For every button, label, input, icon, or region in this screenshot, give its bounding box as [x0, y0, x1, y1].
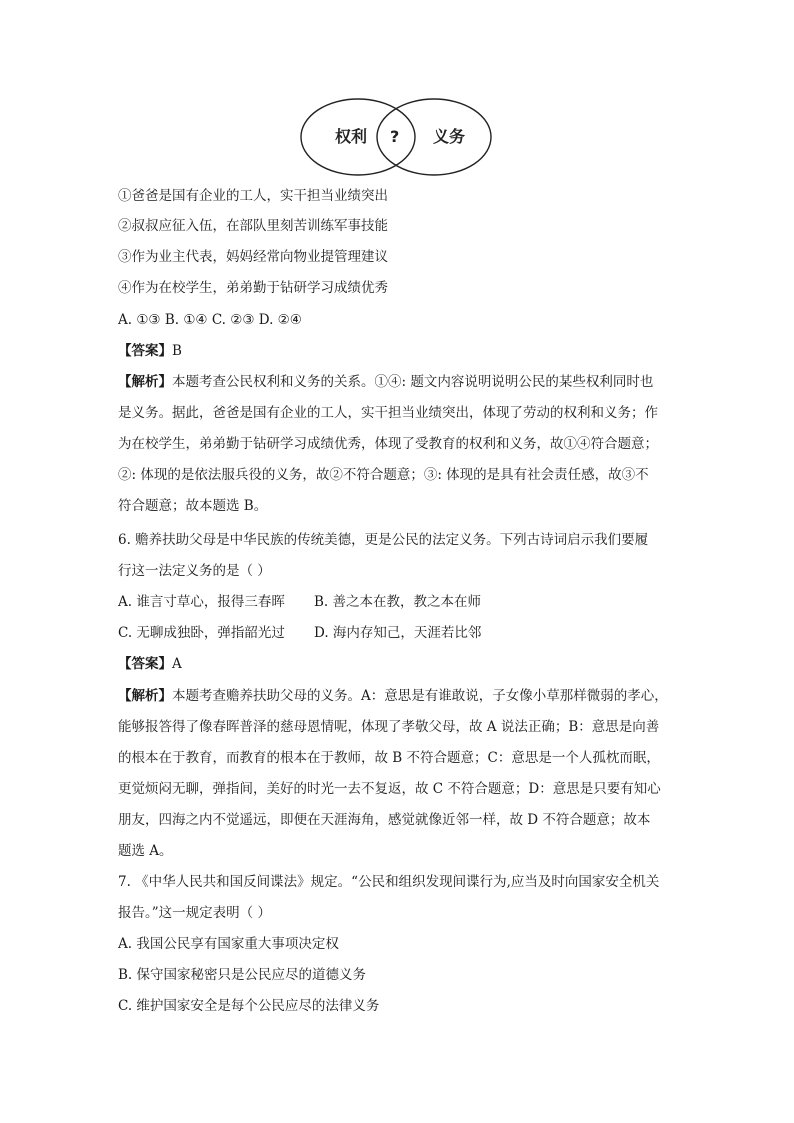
q5-answer — [118, 341, 182, 361]
q6-answer-tag: 【答案】 — [118, 656, 172, 672]
q6-analysis-line-4: 更觉烦闷无聊，弹指间，美好的时光一去不复返，故 C 不符合题意；D：意思是只要有知心 — [118, 781, 661, 797]
q6-stem-line-1: 6. 赡养扶助父母是中华民族的传统美德，更是公民的法定义务。下列古诗词启示我们要履 — [118, 532, 649, 548]
q6-option-b: B. 善之本在教，教之本在师 — [314, 594, 482, 610]
q5-item-2: ②叔叔应征入伍，在部队里刻苦训练军事技能 — [118, 218, 388, 234]
q5-options: A. ①③ B. ①④ C. ②③ D. ②④ — [118, 312, 302, 328]
q7-stem-line-2: 报告。”这一规定表明（ ） — [118, 905, 271, 921]
q7-option-a: A. 我国公民享有国家重大事项决定权 — [118, 936, 339, 952]
q5-answer-value: B — [172, 343, 182, 359]
q6-analysis-line-6: 题选 A。 — [118, 843, 173, 859]
q7-option-b: B. 保守国家秘密只是公民应尽的道德义务 — [118, 967, 367, 983]
q5-analysis-line-4: ②: 体现的是依法服兵役的义务，故②不符合题意；③: 体现的是具有社会责任感，故③不 — [118, 467, 649, 483]
q5-item-1: ①爸爸是国有企业的工人，实干担当业绩突出 — [118, 188, 388, 204]
q5-item-3: ③作为业主代表，妈妈经常向物业提管理建议 — [118, 249, 388, 265]
venn-center-label: ? — [390, 127, 400, 146]
q5-analysis-tag: 【解析】 — [118, 374, 172, 390]
venn-right-label: 义务 — [433, 127, 466, 146]
q6-option-c: C. 无聊成独卧，弹指韶光过 — [118, 625, 285, 641]
q5-analysis-line-3: 为在校学生，弟弟勤于钻研学习成绩优秀，体现了受教育的权利和义务，故①④符合题意； — [118, 436, 658, 452]
q7-stem-line-1: 7. 《中华人民共和国反间谍法》规定。“公民和组织发现间谍行为,应当及时向国家安全机关 — [118, 874, 660, 890]
q6-analysis-line-5: 朋友，四海之内不觉遥远，即便在天涯海角，感觉就像近邻一样，故 D 不符合题意；故本 — [118, 812, 651, 828]
q6-answer — [118, 654, 182, 674]
q5-item-4: ④作为在校学生，弟弟勤于钻研学习成绩优秀 — [118, 280, 388, 296]
q5-answer-tag: 【答案】 — [118, 343, 172, 359]
q5-analysis-text-1: 本题考查公民权利和义务的关系。①④: 题文内容说明说明公民的某些权利同时也 — [172, 374, 654, 390]
q6-options-row-2 — [118, 623, 481, 643]
q6-analysis-line-3: 的根本在于教育，而教育的根本在于教师，故 B 不符合题意；C：意思是一个人孤枕而眠， — [118, 750, 660, 766]
q5-analysis-line-1 — [118, 372, 653, 392]
q6-analysis-line-2: 能够报答得了像春晖普泽的慈母恩情呢，体现了孝敬父母，故 A 说法正确；B：意思是向善 — [118, 719, 660, 735]
q6-option-a: A. 谁言寸草心，报得三春晖 — [118, 594, 285, 610]
q6-options-row-1 — [118, 592, 481, 612]
q6-analysis-text-1: 本题考查赡养扶助父母的义务。A：意思是有谁敢说，子女像小草那样微弱的孝心， — [172, 688, 668, 704]
q6-answer-value: A — [172, 656, 182, 672]
q5-analysis-line-2: 是义务。据此，爸爸是国有企业的工人，实干担当业绩突出，体现了劳动的权利和义务；作 — [118, 405, 658, 421]
venn-left-label: 权利 — [335, 127, 368, 146]
q6-analysis-line-1 — [118, 686, 668, 706]
q6-option-d: D. 海内存知己，天涯若比邻 — [314, 625, 482, 641]
q6-stem-line-2: 行这一法定义务的是（ ） — [118, 563, 271, 579]
q6-analysis-tag: 【解析】 — [118, 688, 172, 704]
q7-option-c: C. 维护国家安全是每个公民应尽的法律义务 — [118, 998, 380, 1014]
venn-diagram — [298, 96, 494, 178]
q5-analysis-line-5: 符合题意；故本题选 B。 — [118, 498, 268, 514]
